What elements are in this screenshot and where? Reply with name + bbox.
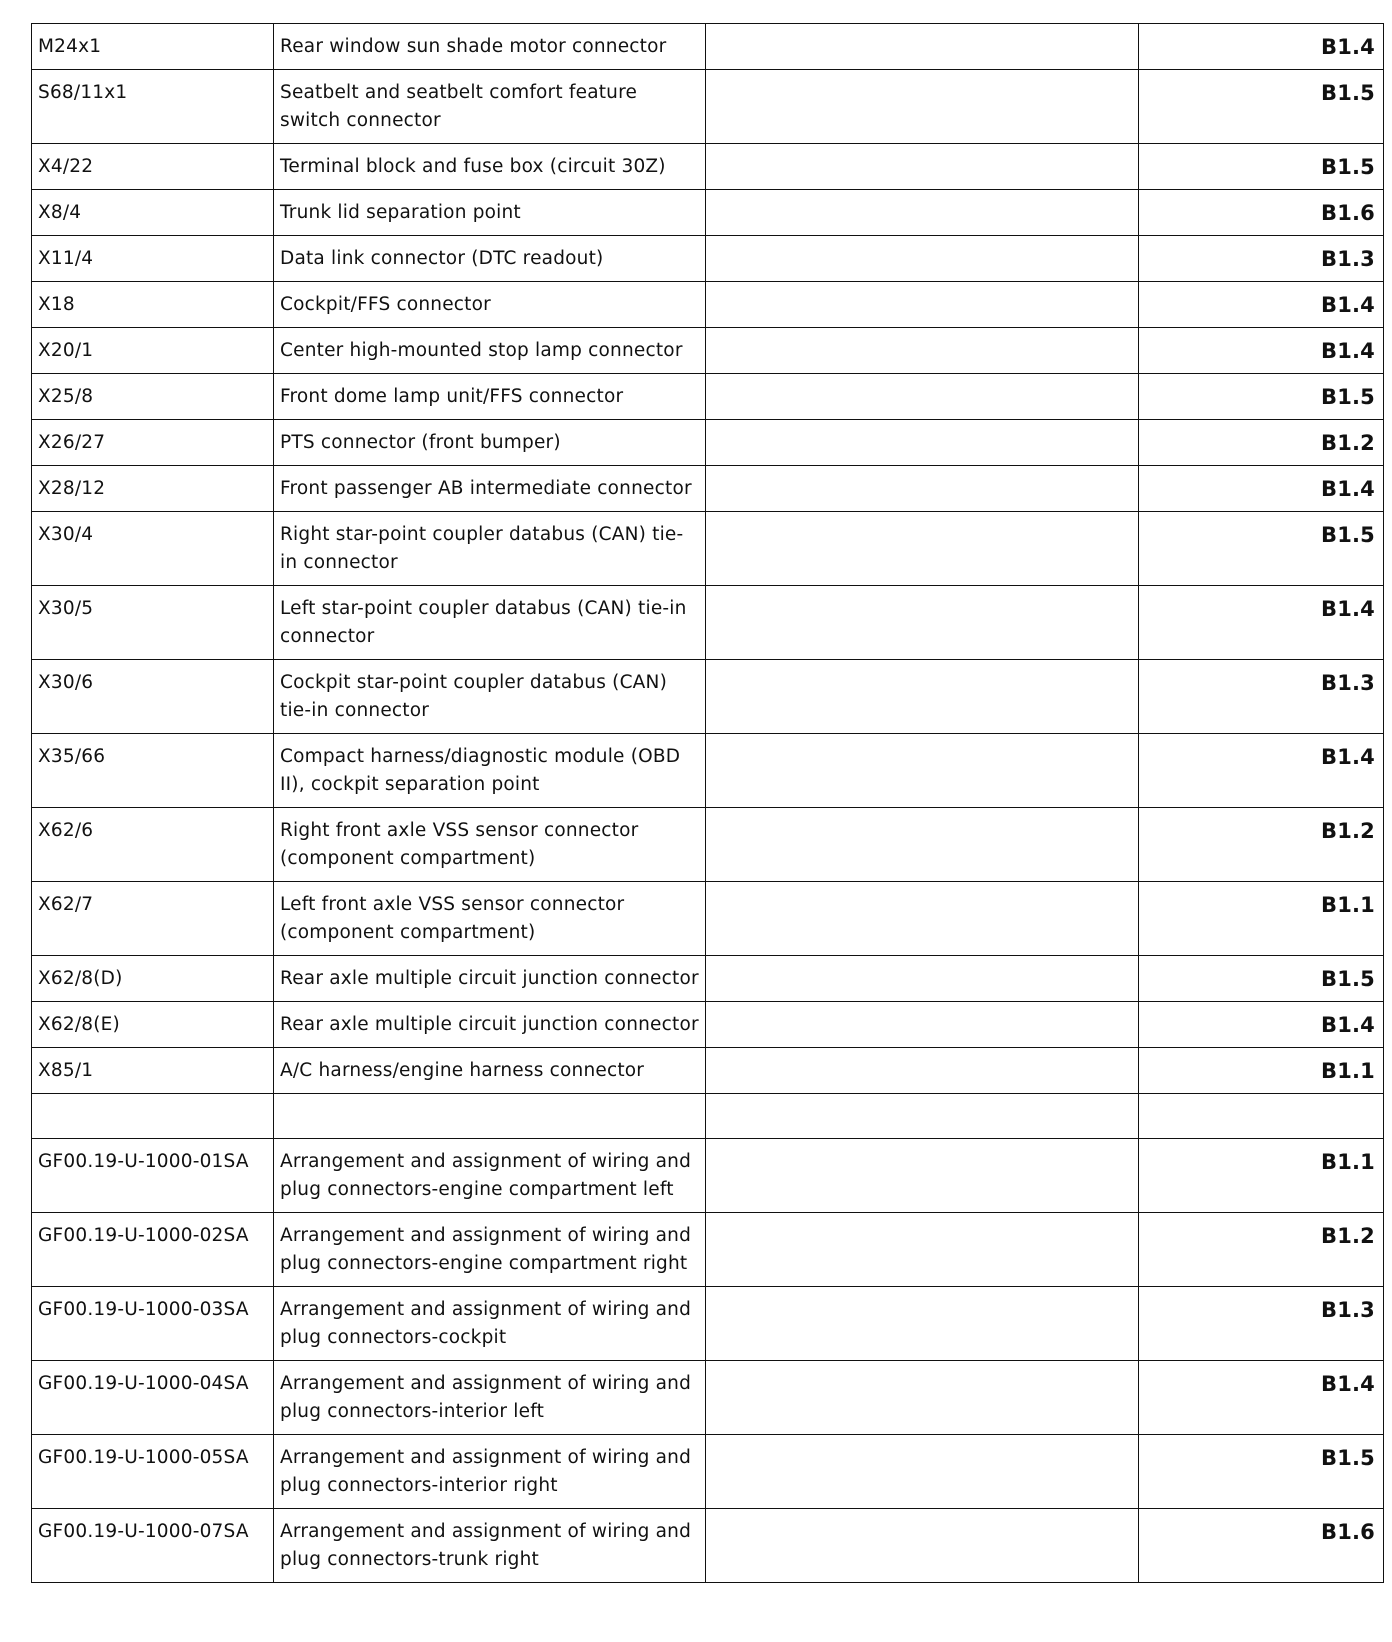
component-description: Front passenger AB intermediate connector (274, 466, 706, 512)
table-row (32, 512, 1384, 586)
diagram-reference: B1.3 (1139, 1287, 1384, 1361)
connector-table (31, 23, 1384, 1583)
table-row (32, 882, 1384, 956)
table-row (32, 1509, 1384, 1583)
component-description: Left front axle VSS sensor connector (component compartment) (274, 882, 706, 956)
component-description: Front dome lamp unit/FFS connector (274, 374, 706, 420)
table-row (32, 1048, 1384, 1094)
component-code: X11/4 (32, 236, 274, 282)
diagram-reference: B1.2 (1139, 808, 1384, 882)
blank-cell (706, 1139, 1139, 1213)
table-row (32, 1361, 1384, 1435)
table-row (32, 466, 1384, 512)
blank-cell (706, 1048, 1139, 1094)
table-row (32, 1213, 1384, 1287)
component-description: Terminal block and fuse box (circuit 30Z) (274, 144, 706, 190)
component-code: X25/8 (32, 374, 274, 420)
component-code: X30/4 (32, 512, 274, 586)
diagram-reference: B1.2 (1139, 420, 1384, 466)
table-row (32, 1435, 1384, 1509)
component-code: X30/5 (32, 586, 274, 660)
component-code: X4/22 (32, 144, 274, 190)
component-code: X30/6 (32, 660, 274, 734)
table-row (32, 420, 1384, 466)
blank-cell (706, 282, 1139, 328)
table-row (32, 1002, 1384, 1048)
blank-cell (706, 1435, 1139, 1509)
diagram-reference: B1.5 (1139, 1435, 1384, 1509)
component-code: X35/66 (32, 734, 274, 808)
diagram-reference: B1.4 (1139, 328, 1384, 374)
component-code (32, 1094, 274, 1139)
diagram-reference: B1.4 (1139, 466, 1384, 512)
blank-cell (706, 466, 1139, 512)
component-code: X20/1 (32, 328, 274, 374)
blank-cell (706, 1361, 1139, 1435)
component-description: Arrangement and assignment of wiring and plug connectors-cockpit (274, 1287, 706, 1361)
component-code: M24x1 (32, 24, 274, 70)
component-description: Trunk lid separation point (274, 190, 706, 236)
component-description: Arrangement and assignment of wiring and plug connectors-interior right (274, 1435, 706, 1509)
diagram-reference: B1.2 (1139, 1213, 1384, 1287)
diagram-reference (1139, 1094, 1384, 1139)
table-row (32, 374, 1384, 420)
blank-cell (706, 144, 1139, 190)
table-row (32, 282, 1384, 328)
blank-cell (706, 1002, 1139, 1048)
table-row (32, 328, 1384, 374)
table-row (32, 808, 1384, 882)
component-description: Seatbelt and seatbelt comfort feature switch connector (274, 70, 706, 144)
diagram-reference: B1.3 (1139, 236, 1384, 282)
table-row (32, 734, 1384, 808)
diagram-reference: B1.1 (1139, 882, 1384, 956)
table-row (32, 1287, 1384, 1361)
component-code: GF00.19-U-1000-02SA (32, 1213, 274, 1287)
table-row (32, 586, 1384, 660)
blank-cell (706, 420, 1139, 466)
diagram-reference: B1.4 (1139, 24, 1384, 70)
component-code: X26/27 (32, 420, 274, 466)
component-code: X85/1 (32, 1048, 274, 1094)
component-code: S68/11x1 (32, 70, 274, 144)
component-code: X28/12 (32, 466, 274, 512)
diagram-reference: B1.6 (1139, 190, 1384, 236)
component-description: Arrangement and assignment of wiring and plug connectors-trunk right (274, 1509, 706, 1583)
blank-cell (706, 374, 1139, 420)
diagram-reference: B1.6 (1139, 1509, 1384, 1583)
diagram-reference: B1.5 (1139, 144, 1384, 190)
blank-cell (706, 586, 1139, 660)
table-row (32, 144, 1384, 190)
component-description: Cockpit/FFS connector (274, 282, 706, 328)
component-description: PTS connector (front bumper) (274, 420, 706, 466)
table-row (32, 70, 1384, 144)
component-code: X62/8(E) (32, 1002, 274, 1048)
diagram-reference: B1.3 (1139, 660, 1384, 734)
diagram-reference: B1.4 (1139, 282, 1384, 328)
blank-cell (706, 24, 1139, 70)
component-description: A/C harness/engine harness connector (274, 1048, 706, 1094)
blank-cell (706, 956, 1139, 1002)
diagram-reference: B1.1 (1139, 1048, 1384, 1094)
component-code: GF00.19-U-1000-07SA (32, 1509, 274, 1583)
component-description: Arrangement and assignment of wiring and plug connectors-engine compartment right (274, 1213, 706, 1287)
diagram-reference: B1.5 (1139, 70, 1384, 144)
blank-cell (706, 660, 1139, 734)
component-description (274, 1094, 706, 1139)
component-code: GF00.19-U-1000-05SA (32, 1435, 274, 1509)
diagram-reference: B1.5 (1139, 956, 1384, 1002)
component-code: X18 (32, 282, 274, 328)
blank-cell (706, 1094, 1139, 1139)
blank-cell (706, 808, 1139, 882)
component-description: Rear window sun shade motor connector (274, 24, 706, 70)
blank-cell (706, 236, 1139, 282)
diagram-reference: B1.4 (1139, 586, 1384, 660)
component-description: Data link connector (DTC readout) (274, 236, 706, 282)
blank-cell (706, 1213, 1139, 1287)
table-row (32, 236, 1384, 282)
diagram-reference: B1.5 (1139, 374, 1384, 420)
component-description: Compact harness/diagnostic module (OBD II), cockpit separation point (274, 734, 706, 808)
component-code: GF00.19-U-1000-03SA (32, 1287, 274, 1361)
blank-cell (706, 1287, 1139, 1361)
component-description: Arrangement and assignment of wiring and plug connectors-engine compartment left (274, 1139, 706, 1213)
blank-cell (706, 190, 1139, 236)
component-code: GF00.19-U-1000-01SA (32, 1139, 274, 1213)
component-description: Cockpit star-point coupler databus (CAN) tie-in connector (274, 660, 706, 734)
table-row (32, 1139, 1384, 1213)
component-description: Right front axle VSS sensor connector (component compartment) (274, 808, 706, 882)
component-code: X62/7 (32, 882, 274, 956)
blank-cell (706, 1509, 1139, 1583)
diagram-reference: B1.1 (1139, 1139, 1384, 1213)
component-description: Rear axle multiple circuit junction connector (274, 956, 706, 1002)
blank-cell (706, 70, 1139, 144)
table-row (32, 956, 1384, 1002)
component-description: Arrangement and assignment of wiring and plug connectors-interior left (274, 1361, 706, 1435)
component-code: X8/4 (32, 190, 274, 236)
blank-cell (706, 512, 1139, 586)
blank-cell (706, 734, 1139, 808)
empty-row (32, 1094, 1384, 1139)
blank-cell (706, 328, 1139, 374)
component-code: X62/8(D) (32, 956, 274, 1002)
table-row (32, 660, 1384, 734)
component-code: GF00.19-U-1000-04SA (32, 1361, 274, 1435)
blank-cell (706, 882, 1139, 956)
component-code: X62/6 (32, 808, 274, 882)
component-description: Right star-point coupler databus (CAN) tie-in connector (274, 512, 706, 586)
diagram-reference: B1.4 (1139, 734, 1384, 808)
table-row (32, 24, 1384, 70)
component-description: Rear axle multiple circuit junction connector (274, 1002, 706, 1048)
diagram-reference: B1.4 (1139, 1002, 1384, 1048)
table-row (32, 190, 1384, 236)
component-description: Left star-point coupler databus (CAN) tie-in connector (274, 586, 706, 660)
diagram-reference: B1.5 (1139, 512, 1384, 586)
diagram-reference: B1.4 (1139, 1361, 1384, 1435)
component-description: Center high-mounted stop lamp connector (274, 328, 706, 374)
